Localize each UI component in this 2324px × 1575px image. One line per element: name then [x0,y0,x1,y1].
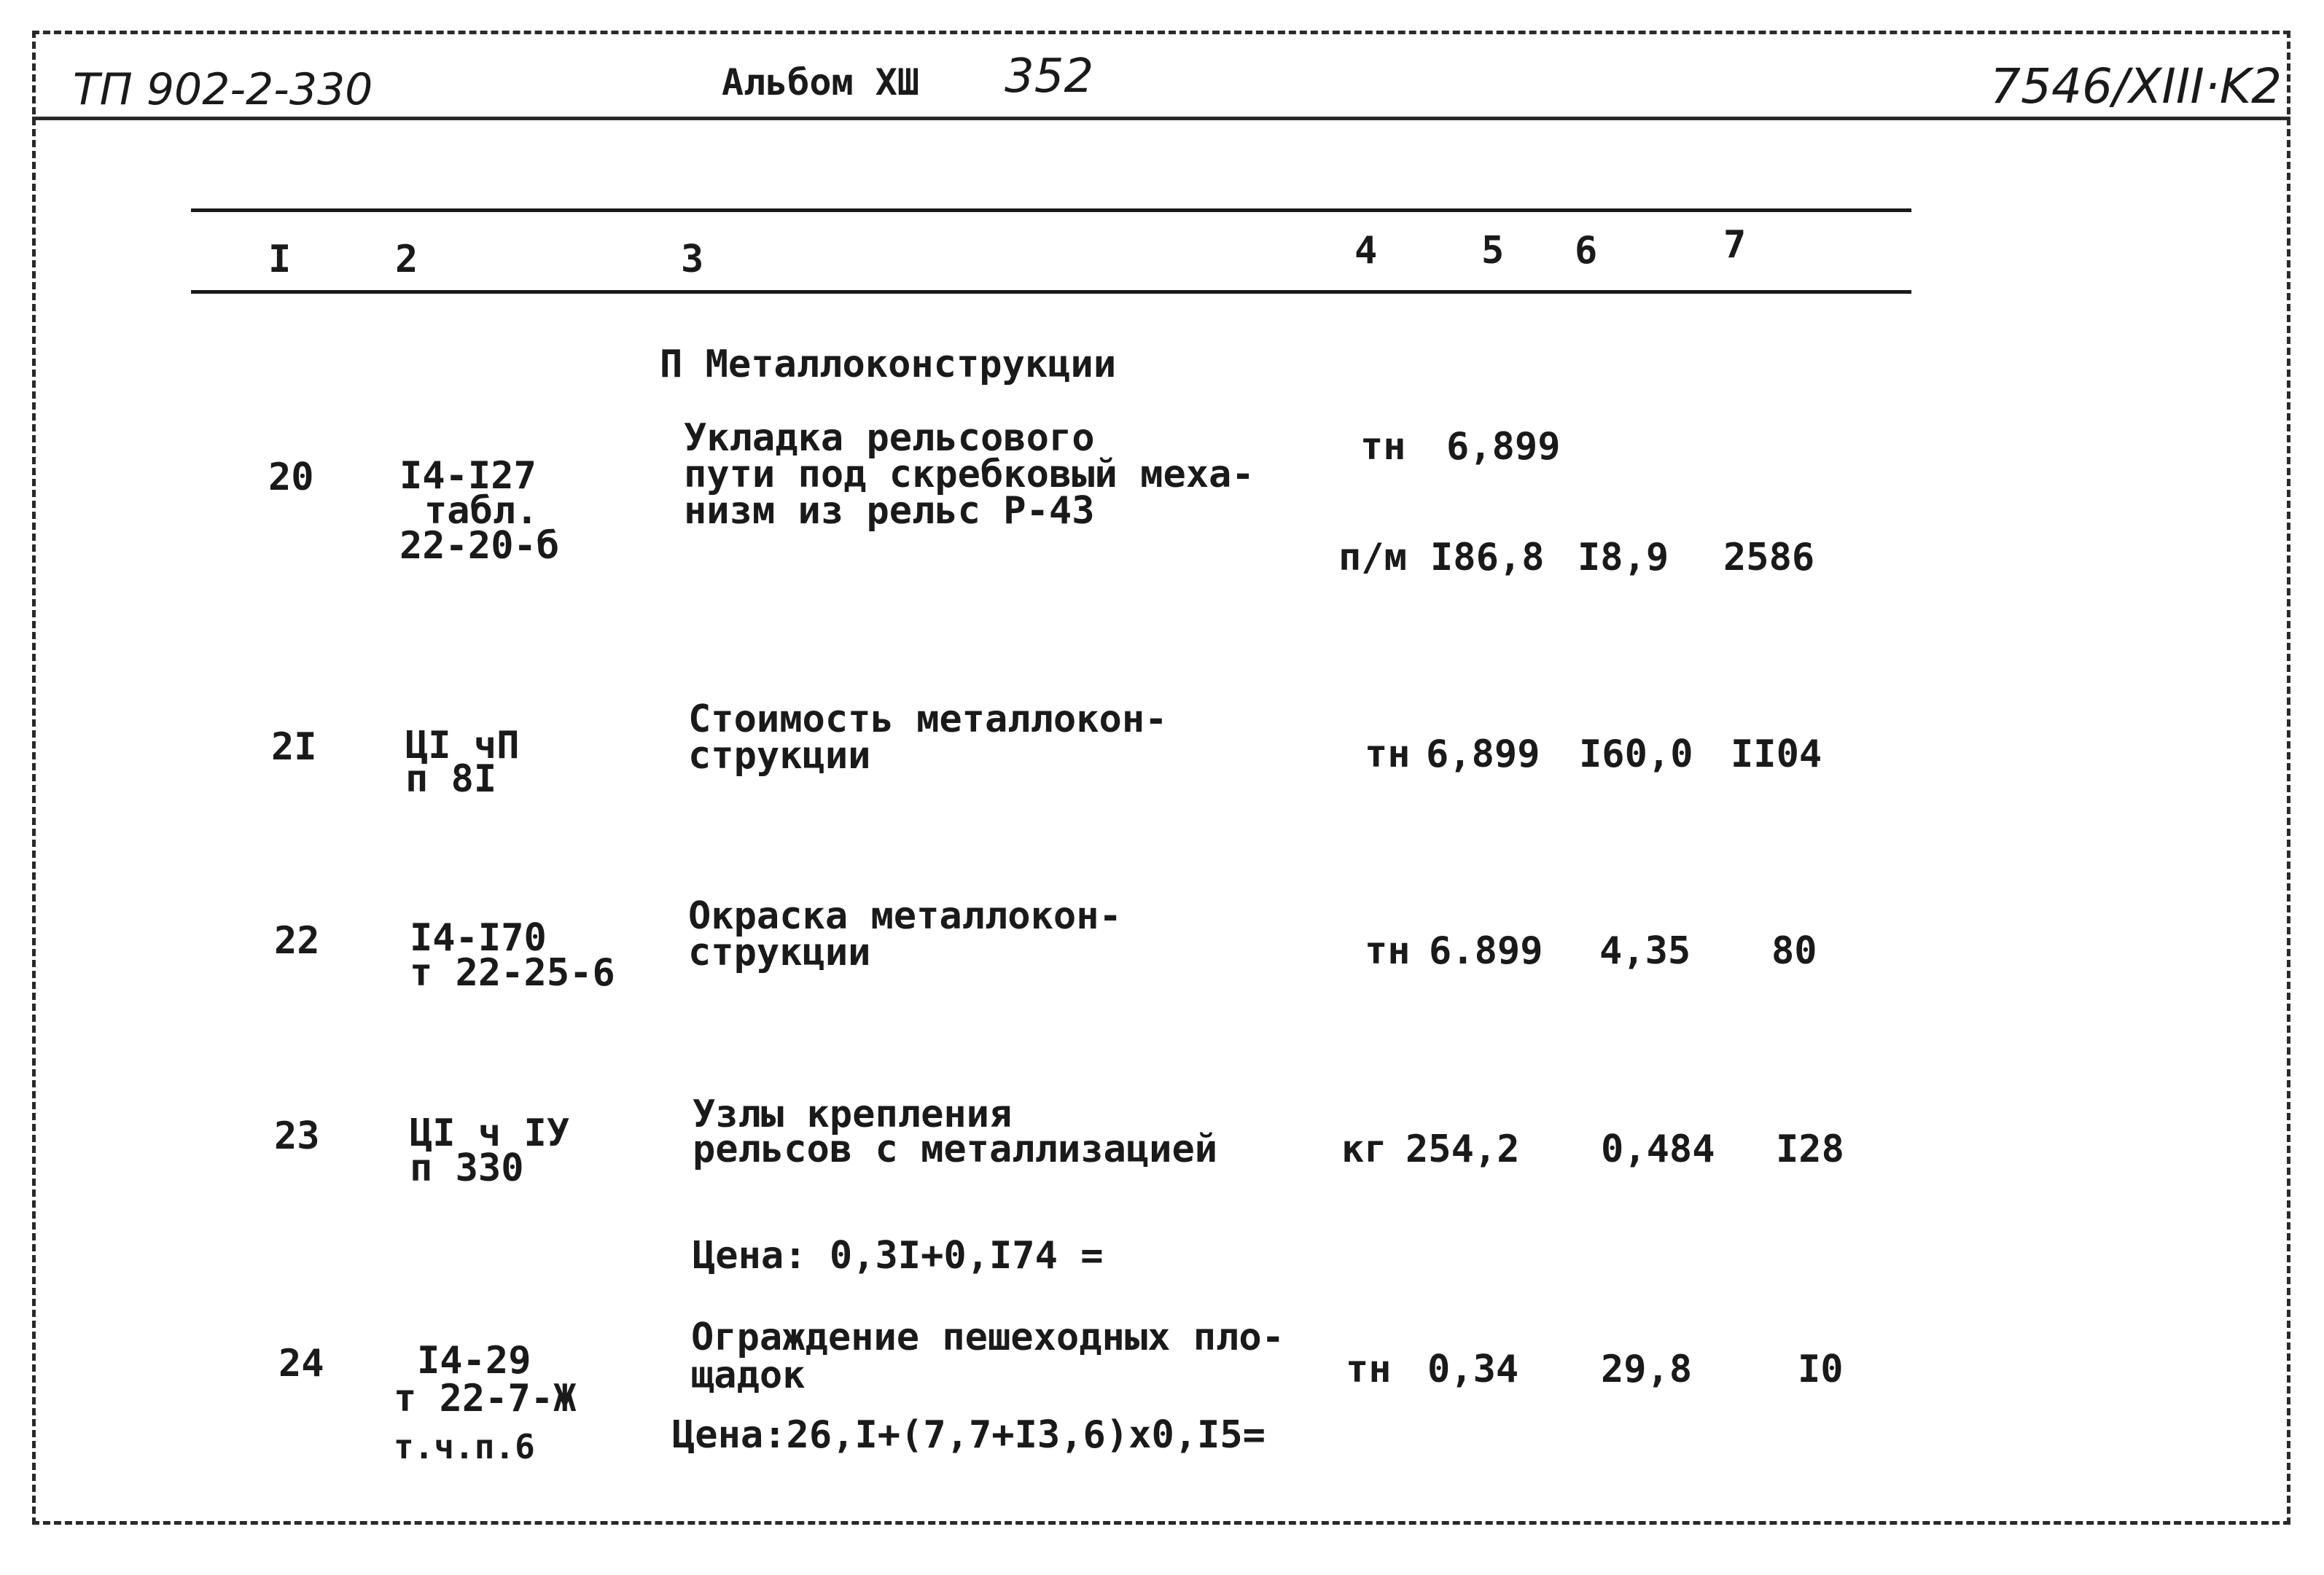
section-title: П Металлоконструкции [660,343,1117,386]
row-22-ref-1: I4-I70 [410,916,547,960]
row-22-total: 80 [1771,929,1817,973]
row-20-desc-1: Укладка рельсового [684,416,1095,460]
row-21-desc-2: струкции [688,734,871,778]
row-21-total: II04 [1731,732,1822,776]
row-21-number: 2I [271,725,317,769]
row-20-desc-3: низм из рельс Р-43 [684,489,1095,533]
row-20-unit-2: п/м [1338,536,1407,579]
row-20-unit-1: тн [1360,425,1406,469]
row-24-ref-1: I4-29 [417,1339,531,1383]
col-header-6: 6 [1575,229,1598,273]
row-23-price: 0,484 [1601,1127,1715,1171]
col-header-2: 2 [395,238,418,281]
row-23-qty: 254,2 [1405,1127,1520,1171]
row-22-qty: 6.899 [1429,929,1543,973]
row-23-ref-2: п 330 [410,1146,524,1190]
row-20-ref-2: табл. [424,489,539,533]
row-22-unit: тн [1365,929,1411,973]
row-21-ref-2: п 8I [405,757,497,801]
row-23-desc-1: Узлы крепления [693,1093,1013,1136]
row-23-price-note: Цена: 0,3I+0,I74 = [693,1234,1104,1278]
row-20-price-2: I8,9 [1578,536,1669,579]
row-20-number: 20 [268,456,314,499]
row-24-ref-2: т 22-7-Ж [394,1377,577,1420]
row-24-total: I0 [1798,1348,1844,1391]
row-23-total: I28 [1776,1127,1844,1171]
row-23-ref-1: ЦI ч IУ [410,1111,570,1155]
row-24-desc-1: Ограждение пешеходных пло- [691,1316,1284,1359]
row-22-number: 22 [274,919,320,963]
row-22-desc-2: струкции [688,931,871,974]
row-21-ref-1: ЦI чП [405,724,520,767]
row-21-qty: 6,899 [1426,732,1540,776]
row-24-desc-2: щадок [691,1353,806,1397]
row-20-desc-2: пути под скребковый меха- [684,453,1255,496]
row-24-unit: тн [1346,1348,1392,1391]
row-20-total-2: 2586 [1723,536,1815,579]
col-header-1: I [268,238,292,281]
album-label: Альбом XШ [722,61,919,103]
row-22-desc-1: Окраска металлокон- [688,894,1122,938]
archive-stamp: 7546/XIII·K2 [1990,58,2282,114]
row-24-price: 29,8 [1601,1348,1693,1391]
row-20-qty-1: 6,899 [1446,425,1561,469]
row-24-number: 24 [278,1342,324,1386]
row-23-unit: кг [1341,1127,1387,1171]
row-23-number: 23 [274,1114,320,1158]
row-22-ref-2: т 22-25-6 [410,951,615,995]
col-header-7: 7 [1723,223,1747,267]
table-header-rule [191,290,1911,294]
row-22-price: 4,35 [1599,929,1691,973]
row-21-unit: тн [1365,732,1411,776]
row-21-desc-1: Стоимость металлокон- [688,697,1168,741]
table-top-rule [191,208,1911,212]
row-21-price: I60,0 [1579,732,1693,776]
header-divider [32,117,2290,120]
row-20-qty-2: I86,8 [1430,536,1545,579]
col-header-4: 4 [1354,229,1378,273]
row-24-qty: 0,34 [1427,1348,1519,1391]
row-23-desc-2: рельсов с металлизацией [693,1127,1218,1171]
row-24-price-note: Цена:26,I+(7,7+I3,6)х0,I5= [672,1413,1266,1457]
document-code: ТП 902-2-330 [73,64,373,115]
col-header-5: 5 [1481,229,1505,273]
page-border [32,31,2290,1525]
row-20-ref-3: 22-20-б [399,524,560,568]
row-24-ref-3: т.ч.п.6 [394,1427,535,1466]
col-header-3: 3 [681,238,704,281]
row-20-ref-1: I4-I27 [399,454,537,498]
page-number: 352 [1005,50,1094,103]
